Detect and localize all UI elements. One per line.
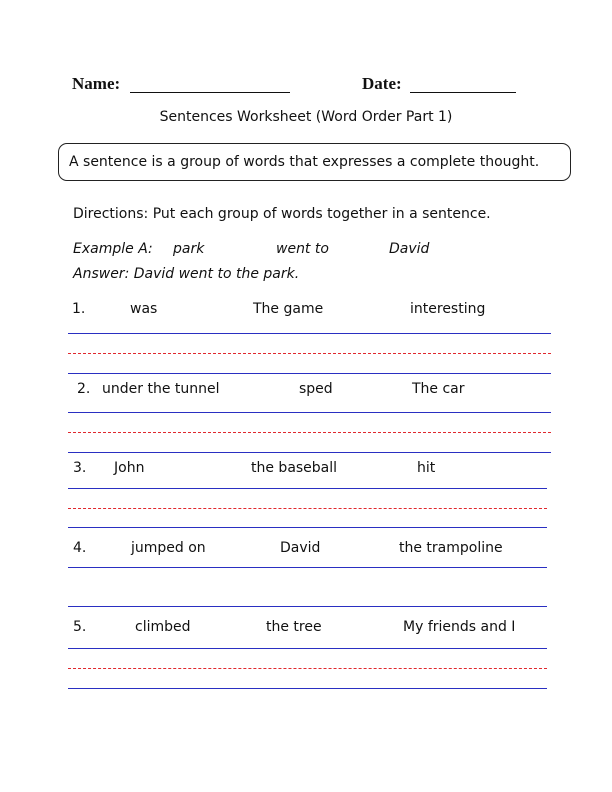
- question-word: jumped on: [131, 540, 206, 556]
- writing-line-mid: [68, 353, 551, 354]
- definition-box: [58, 143, 571, 181]
- writing-line-bottom[interactable]: [68, 527, 547, 528]
- question-number: 5.: [73, 619, 87, 635]
- question-word: the tree: [266, 619, 322, 635]
- writing-line-top[interactable]: [68, 412, 551, 413]
- question-word: sped: [299, 381, 333, 397]
- question-word: David: [280, 540, 321, 556]
- writing-line-bottom[interactable]: [68, 373, 551, 374]
- question-word: John: [114, 460, 145, 476]
- writing-line-bottom[interactable]: [68, 606, 547, 607]
- example-word: David: [389, 241, 430, 257]
- date-blank[interactable]: [410, 92, 516, 93]
- writing-line-mid: [68, 508, 547, 509]
- name-blank[interactable]: [130, 92, 290, 93]
- writing-line-bottom[interactable]: [68, 452, 551, 453]
- writing-line-top[interactable]: [68, 333, 551, 334]
- question-word: climbed: [135, 619, 191, 635]
- question-word: The game: [253, 301, 324, 317]
- writing-line-top[interactable]: [68, 567, 547, 568]
- question-word: My friends and I: [403, 619, 516, 635]
- writing-line-mid: [68, 668, 547, 669]
- date-label: Date:: [362, 74, 402, 93]
- example-word: went to: [276, 241, 329, 257]
- question-word: was: [130, 301, 158, 317]
- question-word: the baseball: [251, 460, 338, 476]
- question-word: hit: [417, 460, 436, 476]
- definition-text: A sentence is a group of words that expresses a complete thought.: [69, 154, 540, 170]
- question-number: 1.: [72, 301, 86, 317]
- question-word: The car: [412, 381, 465, 397]
- question-word: the trampoline: [399, 540, 503, 556]
- question-number: 2.: [77, 381, 91, 397]
- name-label: Name:: [72, 74, 121, 93]
- question-number: 4.: [73, 540, 87, 556]
- directions-text: Directions: Put each group of words together in a sentence.: [73, 206, 491, 222]
- writing-line-bottom[interactable]: [68, 688, 547, 689]
- question-word: under the tunnel: [102, 381, 220, 397]
- example-label: Example A:: [73, 241, 153, 257]
- worksheet-title: Sentences Worksheet (Word Order Part 1): [159, 109, 453, 125]
- writing-line-top[interactable]: [68, 488, 547, 489]
- question-number: 3.: [73, 460, 87, 476]
- question-word: interesting: [410, 301, 486, 317]
- example-answer: Answer: David went to the park.: [73, 266, 300, 282]
- writing-line-top[interactable]: [68, 648, 547, 649]
- example-word: park: [173, 241, 205, 257]
- writing-line-mid: [68, 432, 551, 433]
